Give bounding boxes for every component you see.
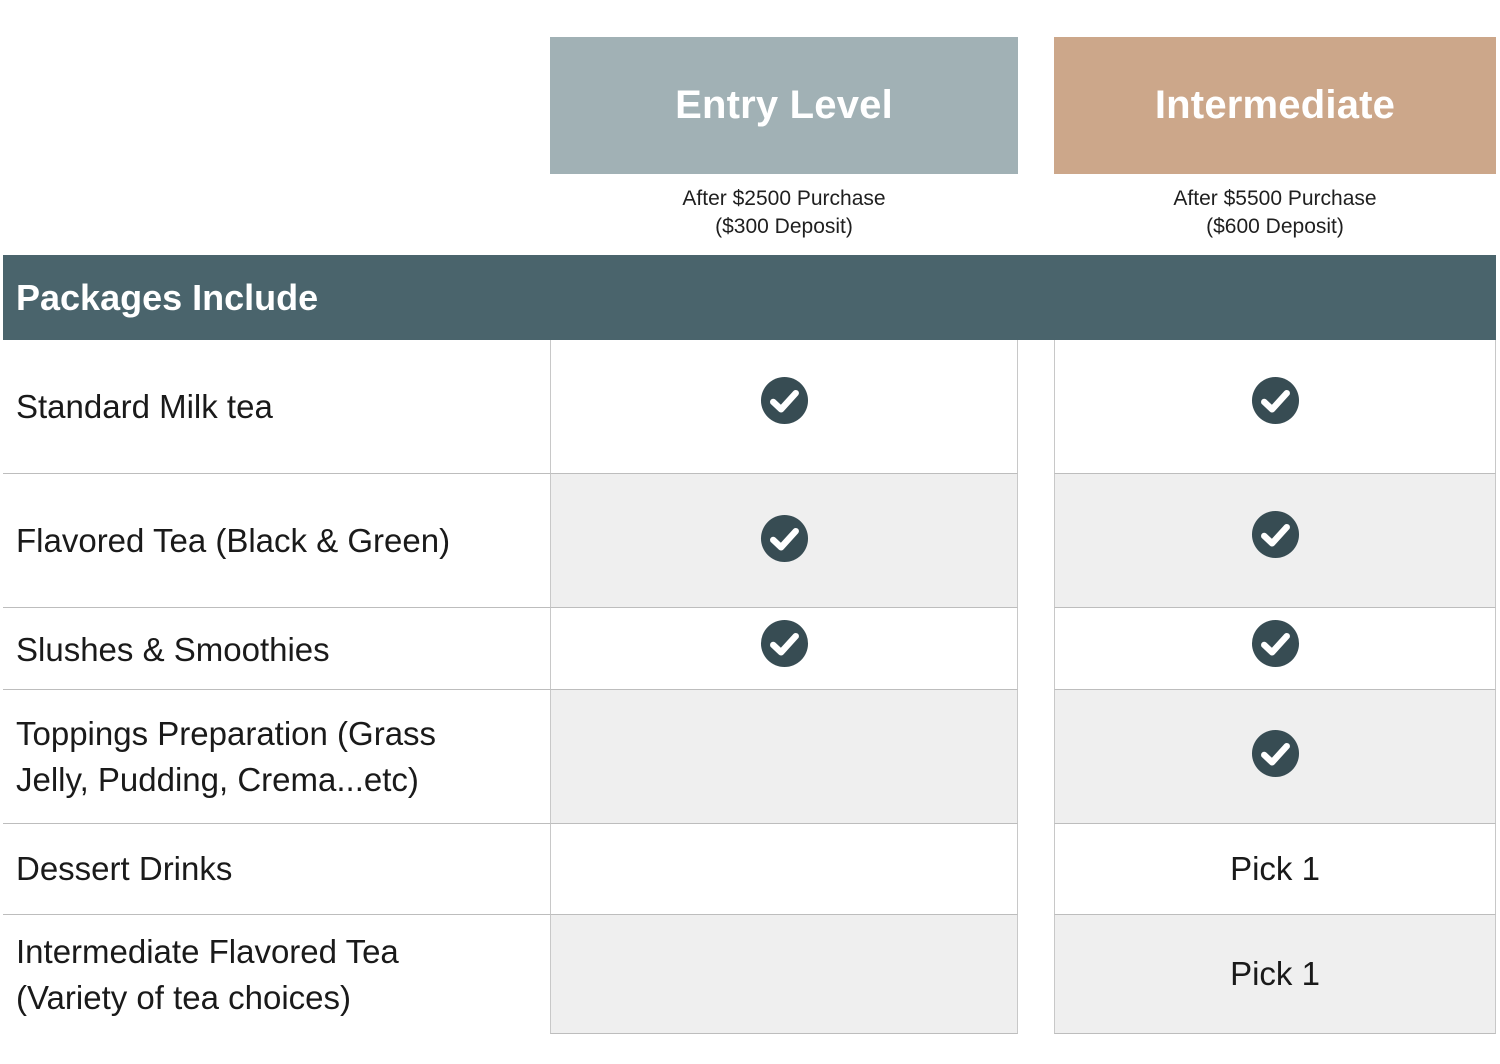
check-icon	[1251, 729, 1300, 778]
entry-cell	[550, 690, 1018, 824]
check-icon	[760, 619, 809, 668]
entry-cell	[550, 915, 1018, 1034]
check-icon	[1251, 510, 1300, 559]
row-label: Flavored Tea (Black & Green)	[3, 474, 550, 608]
pick-value: Pick 1	[1230, 850, 1320, 887]
check-icon	[1251, 619, 1300, 668]
intermediate-cell	[1054, 690, 1496, 824]
plan-header-intermediate: Intermediate	[1054, 37, 1496, 174]
intermediate-cell	[1054, 474, 1496, 608]
intermediate-cell	[1054, 915, 1496, 1034]
section-header-packages-include: Packages Include	[3, 255, 1496, 340]
table-row	[3, 608, 1496, 690]
plan-price: After $5500 Purchase	[1173, 187, 1377, 210]
intermediate-cell	[1054, 824, 1496, 915]
intermediate-cell	[1054, 340, 1496, 474]
entry-cell	[550, 608, 1018, 690]
plan-price: After $2500 Purchase	[682, 187, 886, 210]
entry-cell	[550, 340, 1018, 474]
table-row	[3, 915, 1496, 1034]
table-row	[3, 474, 1496, 608]
table-row	[3, 340, 1496, 474]
check-icon	[1251, 376, 1300, 425]
plan-deposit: ($300 Deposit)	[715, 215, 853, 238]
check-icon	[760, 376, 809, 425]
pick-value: Pick 1	[1230, 955, 1320, 992]
row-label: Intermediate Flavored Tea (Variety of tea choices)	[16, 932, 399, 1016]
check-icon	[760, 514, 809, 563]
table-row	[3, 824, 1496, 915]
row-label: Slushes & Smoothies	[3, 608, 550, 690]
row-label: Standard Milk tea	[3, 340, 550, 474]
plan-subtitle-entry-level	[550, 185, 1018, 245]
row-label: Dessert Drinks	[3, 824, 550, 915]
entry-cell	[550, 824, 1018, 915]
entry-cell	[550, 474, 1018, 608]
table-row	[3, 690, 1496, 824]
plan-header-entry-level: Entry Level	[550, 37, 1018, 174]
intermediate-cell	[1054, 608, 1496, 690]
row-label: Toppings Preparation (Grass Jelly, Pudding, Crema...etc)	[3, 690, 550, 824]
plan-deposit: ($600 Deposit)	[1206, 215, 1344, 238]
plan-subtitle-intermediate	[1054, 185, 1496, 245]
